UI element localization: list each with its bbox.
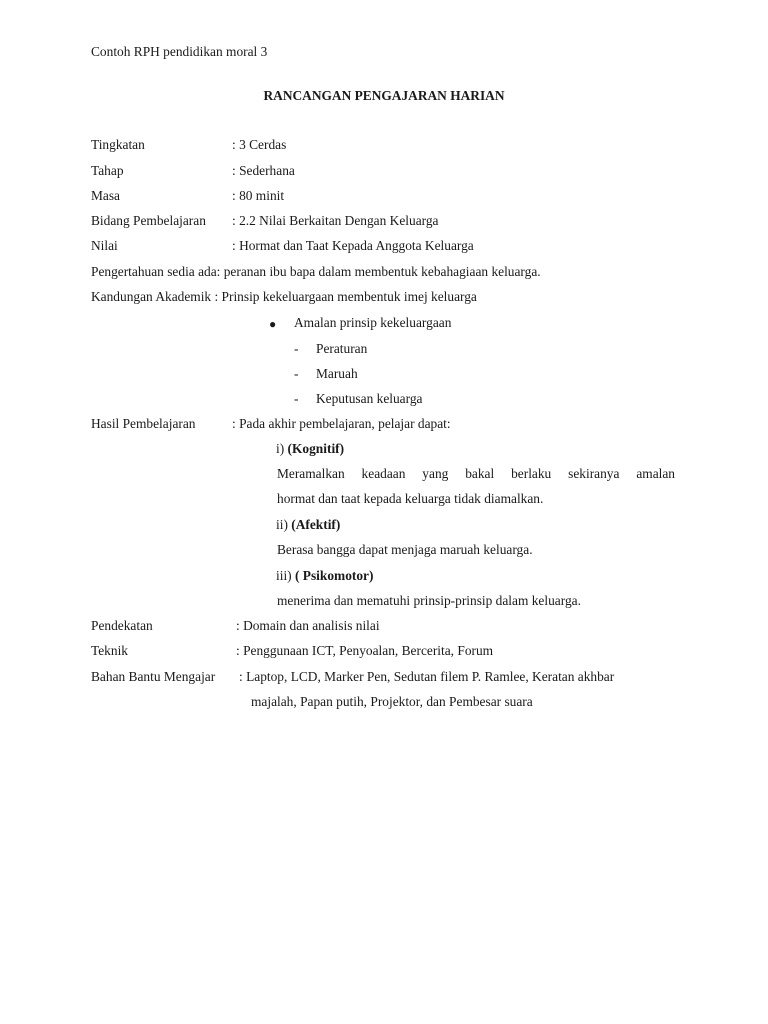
kandungan-line: Kandungan Akademik : Prinsip kekeluargaan membentuk imej keluarga — [91, 289, 477, 304]
bahan-label: Bahan Bantu Mengajar — [91, 669, 216, 684]
pendekatan-label: Pendekatan — [91, 618, 153, 633]
nilai-value: : Hormat dan Taat Kepada Anggota Keluarga — [232, 238, 474, 253]
bahan-value: : Laptop, LCD, Marker Pen, Sedutan filem P. Ramlee, Keratan akhbar — [239, 669, 615, 684]
subitem-keputusan: Keputusan keluarga — [316, 391, 423, 406]
hasil-value: : Pada akhir pembelajaran, pelajar dapat: — [232, 416, 451, 431]
objective-text: Berasa bangga dapat menjaga maruah keluarga. — [277, 542, 533, 557]
objective-domain: (Kognitif) — [287, 441, 345, 456]
objective-text: Meramalkan keadaan yang bakal berlaku sekiranya amalan — [277, 466, 675, 481]
masa-label: Masa — [91, 188, 121, 203]
nilai-label: Nilai — [91, 238, 118, 253]
pendekatan-value: : Domain dan analisis nilai — [236, 618, 380, 633]
objective-text: hormat dan taat kepada keluarga tidak diamalkan. — [277, 491, 544, 506]
bidang-value: : 2.2 Nilai Berkaitan Dengan Keluarga — [232, 213, 439, 228]
objective-number: ii) — [276, 517, 288, 532]
objective-text: menerima dan mematuhi prinsip-prinsip dalam keluarga. — [277, 593, 581, 608]
objective-domain: ( Psikomotor) — [294, 568, 374, 583]
objective-heading-psikomotor — [276, 567, 373, 584]
objective-heading-afektif — [276, 516, 340, 533]
tingkatan-label: Tingkatan — [91, 137, 145, 152]
dash-icon: - — [294, 391, 299, 406]
bullet-text: Amalan prinsip kekeluargaan — [294, 315, 452, 330]
hasil-label: Hasil Pembelajaran — [91, 416, 196, 431]
subitem-maruah: Maruah — [316, 366, 358, 381]
objective-domain: (Afektif) — [291, 517, 341, 532]
objective-number: i) — [276, 441, 285, 456]
teknik-label: Teknik — [91, 643, 128, 658]
dash-icon: - — [294, 341, 299, 356]
pengetahuan-line: Pengertahuan sedia ada: peranan ibu bapa dalam membentuk kebahagiaan keluarga. — [91, 264, 541, 279]
masa-value: : 80 minit — [232, 188, 285, 203]
document-title: RANCANGAN PENGAJARAN HARIAN — [263, 88, 505, 103]
bahan-value-continued: majalah, Papan putih, Projektor, dan Pembesar suara — [251, 694, 533, 709]
subitem-peraturan: Peraturan — [316, 341, 368, 356]
bidang-label: Bidang Pembelajaran — [91, 213, 206, 228]
bullet-icon: ● — [269, 317, 277, 331]
tingkatan-value: : 3 Cerdas — [232, 137, 287, 152]
teknik-value: : Penggunaan ICT, Penyoalan, Bercerita, Forum — [236, 643, 494, 658]
objective-heading-kognitif — [276, 440, 344, 457]
tahap-value: : Sederhana — [232, 163, 295, 178]
dash-icon: - — [294, 366, 299, 381]
tahap-label: Tahap — [91, 163, 124, 178]
page-header: Contoh RPH pendidikan moral 3 — [91, 44, 268, 59]
objective-number: iii) — [276, 568, 292, 583]
